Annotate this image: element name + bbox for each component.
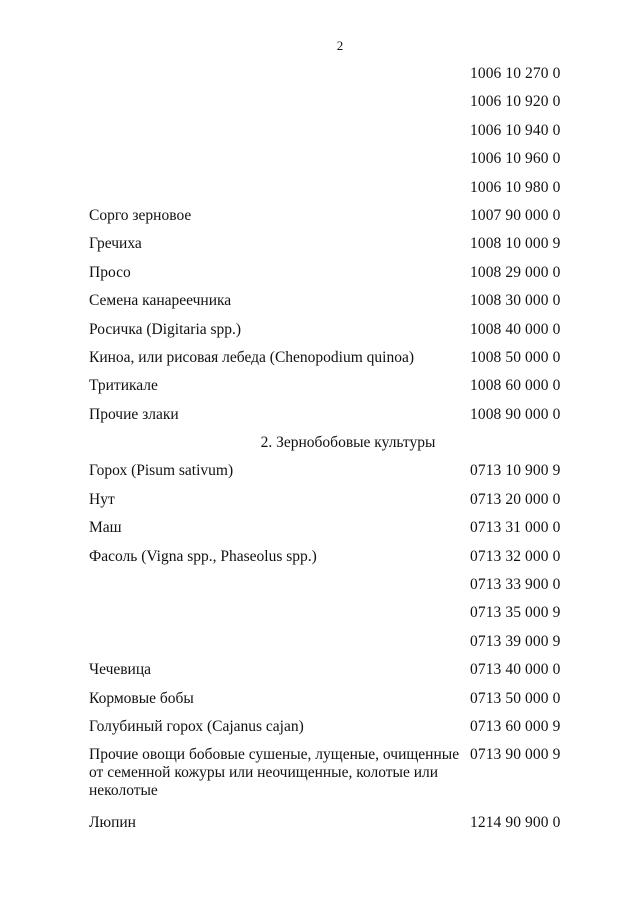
list-item	[89, 321, 569, 349]
item-code: 1006 10 940 0	[470, 121, 561, 139]
list-item	[89, 661, 569, 689]
list-item	[89, 235, 569, 263]
item-name: Киноа, или рисовая лебеда (Chenopodium quinoa)	[89, 348, 415, 366]
item-name: Люпин	[89, 814, 136, 832]
list-item	[89, 491, 569, 519]
page-number: 2	[336, 38, 344, 53]
list-item	[89, 519, 569, 547]
list-item	[89, 690, 569, 718]
item-code: 1008 40 000 0	[470, 320, 561, 338]
item-code: 0713 60 000 9	[470, 717, 561, 735]
item-code: 1006 10 270 0	[470, 65, 561, 82]
item-name: Маш	[89, 519, 122, 537]
item-code: 0713 39 000 9	[470, 632, 561, 650]
list-item	[89, 633, 569, 661]
item-code: 1006 10 980 0	[470, 178, 561, 196]
list-item	[89, 746, 569, 814]
item-name: Просо	[89, 263, 131, 281]
list-item	[89, 576, 569, 604]
item-name: Горох (Pisum sativum)	[89, 462, 234, 480]
list-item	[89, 207, 569, 235]
item-code: 0713 10 900 9	[470, 462, 561, 480]
list-item	[89, 65, 569, 93]
item-name: Кормовые бобы	[89, 689, 194, 707]
list-item	[89, 292, 569, 320]
item-code: 0713 31 000 0	[470, 519, 561, 537]
item-code: 1008 50 000 0	[470, 348, 561, 366]
item-code: 0713 50 000 0	[470, 689, 561, 707]
list-item	[89, 264, 569, 292]
list-item	[89, 814, 569, 842]
item-name: Тритикале	[89, 377, 158, 395]
item-name: Чечевица	[89, 661, 152, 679]
item-code: 1008 60 000 0	[470, 377, 561, 395]
item-name: Голубиный горох (Cajanus cajan)	[89, 717, 304, 735]
item-code: 1008 29 000 0	[470, 263, 561, 281]
item-code: 0713 90 000 9	[470, 746, 561, 764]
item-code: 1008 30 000 0	[470, 292, 561, 310]
item-code: 1007 90 000 0	[470, 206, 561, 224]
list-item	[89, 150, 569, 178]
section-heading: 2. Зернобобовые культуры	[260, 434, 436, 452]
item-name: Фасоль (Vigna spp., Phaseolus spp.)	[89, 547, 317, 565]
item-code: 0713 35 000 9	[470, 604, 561, 622]
item-code: 1008 10 000 9	[470, 235, 561, 253]
list-item	[89, 718, 569, 746]
commodity-code-list	[89, 65, 569, 843]
item-name: Семена канареечника	[89, 292, 232, 310]
item-code: 0713 20 000 0	[470, 490, 561, 508]
list-item	[89, 406, 569, 434]
item-code: 1008 90 000 0	[470, 405, 561, 423]
list-item	[89, 93, 569, 121]
item-name: Нут	[89, 490, 115, 508]
section-heading-row	[89, 434, 569, 462]
list-item	[89, 548, 569, 576]
list-item	[89, 122, 569, 150]
list-item	[89, 349, 569, 377]
item-name: Гречиха	[89, 235, 142, 253]
item-name: Прочие овощи бобовые сушеные, лущеные, очищенные от семенной кожуры или неочищенные, колотые или неколотые	[89, 746, 460, 800]
item-name: Росичка (Digitaria spp.)	[89, 320, 242, 338]
item-code: 0713 33 900 0	[470, 576, 561, 594]
list-item	[89, 462, 569, 490]
item-code: 1214 90 900 0	[470, 814, 561, 832]
item-name: Сорго зерновое	[89, 206, 192, 224]
list-item	[89, 179, 569, 207]
item-code: 0713 40 000 0	[470, 661, 561, 679]
item-code: 1006 10 960 0	[470, 150, 561, 168]
item-name: Прочие злаки	[89, 405, 179, 423]
item-code: 1006 10 920 0	[470, 93, 561, 111]
list-item	[89, 604, 569, 632]
list-item	[89, 377, 569, 405]
item-code: 0713 32 000 0	[470, 547, 561, 565]
